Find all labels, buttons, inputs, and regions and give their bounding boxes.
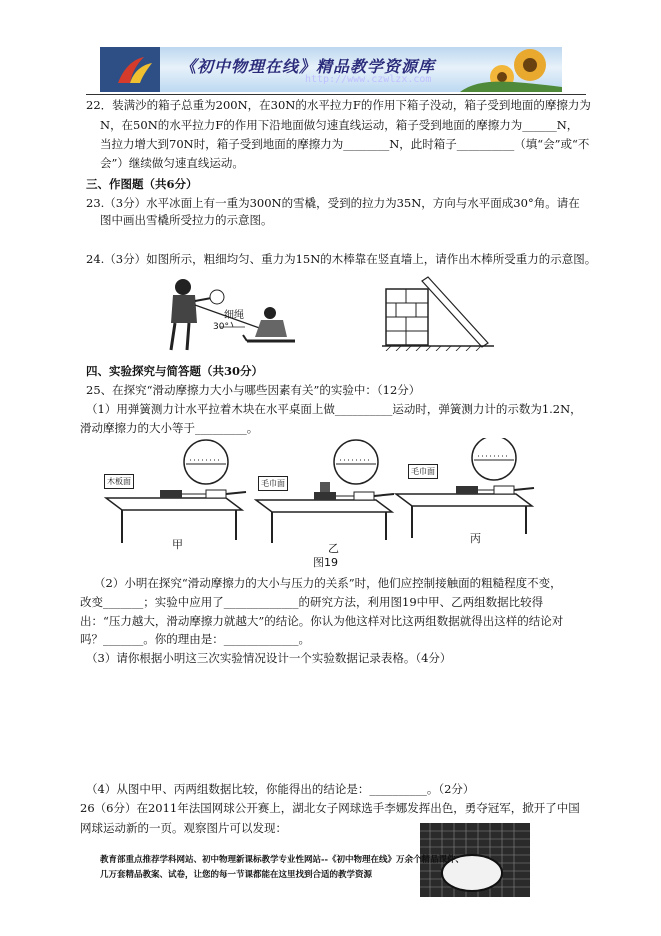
q25-p2-line-2: 改变_______；实验中应用了_____________的研究方法，利用图19中甲、乙两组数据比较得 [80,595,544,609]
q22-line-4: 会”）继续做匀速直线运动。 [100,156,244,170]
q25-p2-line-1: （2）小明在探究“滑动摩擦力的大小与压力的关系”时，他们应控制接触面的粗糙程度不变， [94,576,562,590]
header-banner [100,47,562,92]
rod-wall-figure [382,275,494,351]
q25-line-3: 滑动摩擦力的大小等于_________。 [80,421,259,435]
fig-label-wooden-surface: 木板面 [104,474,134,489]
q23-line-2: 图中画出雪橇所受拉力的示意图。 [100,213,273,227]
fig-caption-a: 甲 [172,538,183,551]
banner-url: http://www.czwlzx.com [305,74,432,85]
header-rule [86,94,586,95]
q22-line-2: N，在50N的水平拉力F的作用下沿地面做匀速直线运动，箱子受到地面的摩擦力为______N， [100,118,579,132]
fig-caption-c: 丙 [470,532,481,545]
fig-label-towel-surface-b: 毛巾面 [258,476,288,491]
fig-label-towel-surface-c: 毛巾面 [408,464,438,479]
q24-line-1: 24.（3分）如图所示，粗细均匀、重力为15N的木棒靠在竖直墙上，请作出木棒所受重力的示意图。 [86,252,597,266]
q25-p2-line-3: 出：“压力越大，滑动摩擦力就越大”的结论。你认为他这样对比这两组数据就得出这样的结论对 [80,614,564,628]
q26-line-1: 26（6分）在2011年法国网球公开赛上，湖北女子网球选手李娜发挥出色，勇夺冠军，掀开了中国 [80,801,580,815]
q25-line-1: 25、在探究“滑动摩擦力大小与哪些因素有关”的实验中：（12分） [86,383,421,397]
rope-label: 细绳 [224,310,244,321]
q26-line-2: 网球运动新的一页。观察图片可以发现： [80,821,287,835]
section-3-title: 三、作图题（共6分） [86,177,198,191]
banner-title: 《初中物理在线》精品教学资源库 [180,57,436,76]
angle-label: 30° [213,322,229,332]
footer [100,853,464,883]
figure-19-title: 图19 [313,556,338,569]
fig-caption-b: 乙 [328,542,339,555]
q25-p3-line-1: （3）请你根据小明这三次实验情况设计一个实验数据记录表格。（4分） [86,651,452,665]
q25-p4-line-1: （4）从图中甲、丙两组数据比较，你能得出的结论是：__________。（2分） [86,782,475,796]
q25-line-2: （1）用弹簧测力计水平拉着木块在水平桌面上做__________运动时，弹簧测力计的示数为1.2N， [86,402,582,416]
q22-line-3: 当拉力增大到70N时，箱子受到地面的摩擦力为________N，此时箱子__________（填“会”或“不 [100,137,590,151]
q22-line-1: 22．装满沙的箱子总重为200N，在30N的水平拉力F的作用下箱子没动，箱子受到地面的摩擦力为 [86,98,591,112]
footer-line-2: 几万套精品教案、试卷，让您的每一节课都能在这里找到合适的教学资源 [100,870,373,880]
section-4-title: 四、实验探究与简答题（共30分） [86,364,264,378]
q25-p2-line-4: 吗？_______。你的理由是：_____________。 [80,632,310,646]
q23-line-1: 23.（3分）水平冰面上有一重为300N的雪橇，受到的拉力为35N，方向与水平面成30°角。请在 [86,196,580,210]
footer-line-1: 教育部重点推荐学科网站、初中物理新课标教学专业性网站--《初中物理在线》万余个精品课件、 [100,855,465,865]
